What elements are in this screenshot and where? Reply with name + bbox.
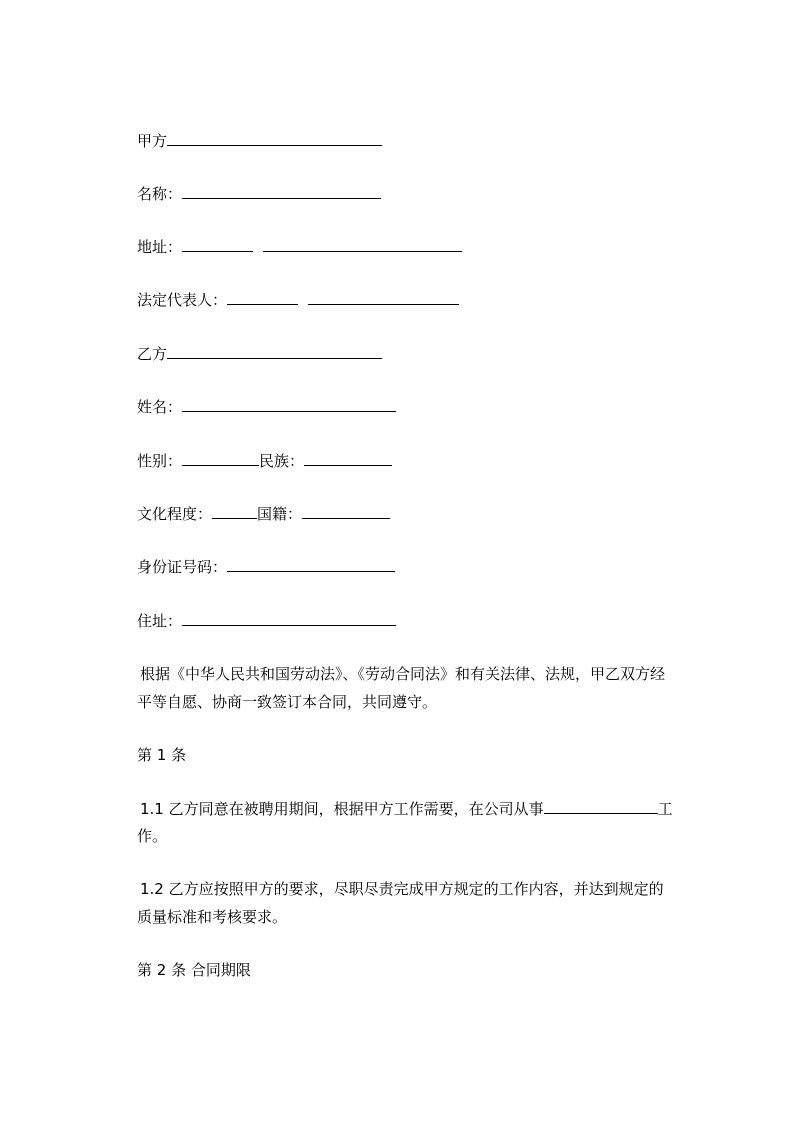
- party-a-row: [137, 131, 382, 151]
- party-a-name-label: 名称：: [137, 185, 183, 203]
- party-a-address-blank-2[interactable]: [263, 237, 462, 252]
- party-a-blank[interactable]: [167, 131, 382, 146]
- article-1-title: 第 1 条: [137, 746, 187, 764]
- preamble-line-1: 根据《中华人民共和国劳动法》、《劳动合同法》和有关法律、法规，甲乙双方经: [140, 665, 666, 683]
- party-b-gender-blank[interactable]: [182, 451, 259, 466]
- clause-1-2-line-2: 质量标准和考核要求。: [137, 908, 288, 926]
- party-b-row: [137, 344, 382, 364]
- article-2-title: 第 2 条 合同期限: [137, 961, 251, 979]
- party-a-name-blank[interactable]: [182, 184, 381, 199]
- party-b-ethnicity-blank[interactable]: [304, 451, 392, 466]
- clause-1-1-suffix: 工: [657, 800, 673, 818]
- party-b-id-blank[interactable]: [227, 557, 395, 572]
- party-a-name-row: [137, 184, 381, 204]
- clause-1-1-prefix: 1.1 乙方同意在被聘用期间，根据甲方工作需要，在公司从事: [140, 800, 544, 818]
- party-a-legal-rep-blank-2[interactable]: [308, 290, 459, 305]
- party-b-residence-row: [137, 611, 396, 631]
- party-b-name-row: [137, 397, 396, 417]
- party-a-legal-rep-blank-1[interactable]: [227, 290, 298, 305]
- preamble-line-2: 平等自愿、协商一致签订本合同，共同遵守。: [137, 693, 438, 711]
- party-b-education-blank[interactable]: [212, 504, 257, 519]
- party-b-id-row: [137, 557, 395, 577]
- party-b-nationality-blank[interactable]: [302, 504, 390, 519]
- party-b-nationality-label: 国籍：: [257, 505, 303, 523]
- party-b-id-label: 身份证号码：: [137, 558, 228, 576]
- party-b-gender-row: [137, 451, 392, 471]
- party-a-label: 甲方: [137, 132, 168, 150]
- party-b-ethnicity-label: 民族：: [259, 452, 305, 470]
- clause-1-1-job-blank[interactable]: [544, 799, 658, 814]
- party-b-name-label: 姓名：: [137, 398, 183, 416]
- clause-1-1-line-1: [140, 799, 673, 819]
- party-b-label: 乙方: [137, 345, 168, 363]
- clause-1-2-line-1: 1.2 乙方应按照甲方的要求，尽职尽责完成甲方规定的工作内容，并达到规定的: [140, 880, 664, 898]
- party-a-address-blank-1[interactable]: [182, 237, 253, 252]
- party-b-gender-label: 性别：: [137, 452, 183, 470]
- party-b-education-row: [137, 504, 390, 524]
- party-a-address-row: [137, 237, 462, 257]
- party-b-name-blank[interactable]: [182, 397, 396, 412]
- party-a-legal-rep-label: 法定代表人：: [137, 291, 228, 309]
- party-b-education-label: 文化程度：: [137, 505, 213, 523]
- party-a-legal-rep-row: [137, 290, 459, 310]
- party-b-blank[interactable]: [167, 344, 382, 359]
- party-a-address-label: 地址：: [137, 238, 183, 256]
- clause-1-1-line-2: 作。: [137, 827, 168, 845]
- party-b-residence-blank[interactable]: [182, 611, 396, 626]
- party-b-residence-label: 住址：: [137, 612, 183, 630]
